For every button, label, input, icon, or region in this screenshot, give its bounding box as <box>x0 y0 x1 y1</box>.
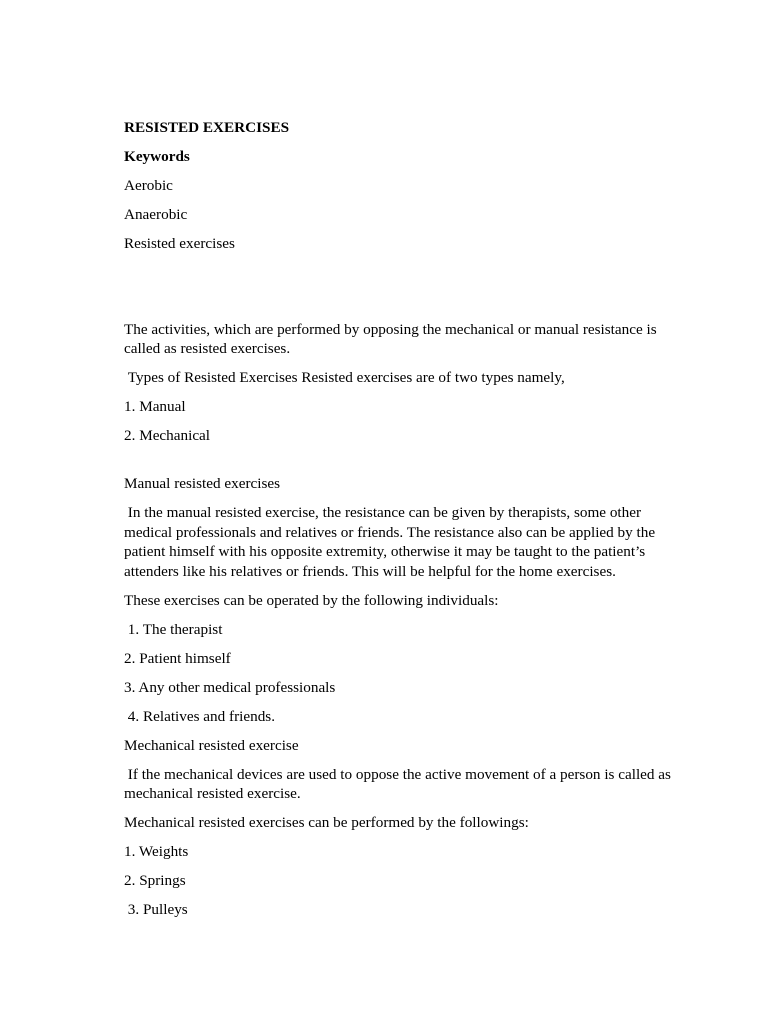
operator-item: 1. The therapist <box>124 620 223 638</box>
means-item: 3. Pulleys <box>124 901 188 919</box>
manual-paragraph: In the manual resisted exercise, the resistance can be given by therapists, some other medical professionals and relatives or friends. The resistance also can be applied by the patient himself with his opposite extremity, otherwise it may be taught to the patient’s attenders like his relatives or friends. This will be helpful for the home exercises. <box>124 504 659 580</box>
document-page <box>124 118 676 929</box>
manual-heading: Manual resisted exercises <box>124 475 281 493</box>
mechanical-paragraph: If the mechanical devices are used to oppose the active movement of a person is called as mechanical resisted exercise. <box>124 765 675 803</box>
types-line: Types of Resisted Exercises Resisted exercises are of two types namely, <box>124 369 565 387</box>
document-title: RESISTED EXERCISES <box>124 119 290 136</box>
means-item: 1. Weights <box>124 843 189 861</box>
mechanical-means-intro: Mechanical resisted exercises can be performed by the followings: <box>124 814 529 832</box>
mechanical-heading: Mechanical resisted exercise <box>124 736 299 754</box>
keywords-heading: Keywords <box>124 148 190 165</box>
type-item: 2. Mechanical <box>124 427 211 445</box>
spacer <box>124 263 676 320</box>
operator-item: 4. Relatives and friends. <box>124 707 275 725</box>
type-item: 1. Manual <box>124 398 186 416</box>
operator-item: 2. Patient himself <box>124 649 231 667</box>
operator-item: 3. Any other medical professionals <box>124 678 336 696</box>
intro-paragraph: The activities, which are performed by opposing the mechanical or manual resistance is called as resisted exercises. <box>124 321 661 358</box>
keyword-item: Aerobic <box>124 177 173 194</box>
keyword-item: Anaerobic <box>124 206 188 223</box>
manual-operators-intro: These exercises can be operated by the following individuals: <box>124 591 499 609</box>
keyword-item: Resisted exercises <box>124 235 235 252</box>
spacer <box>124 455 676 474</box>
means-item: 2. Springs <box>124 872 186 890</box>
